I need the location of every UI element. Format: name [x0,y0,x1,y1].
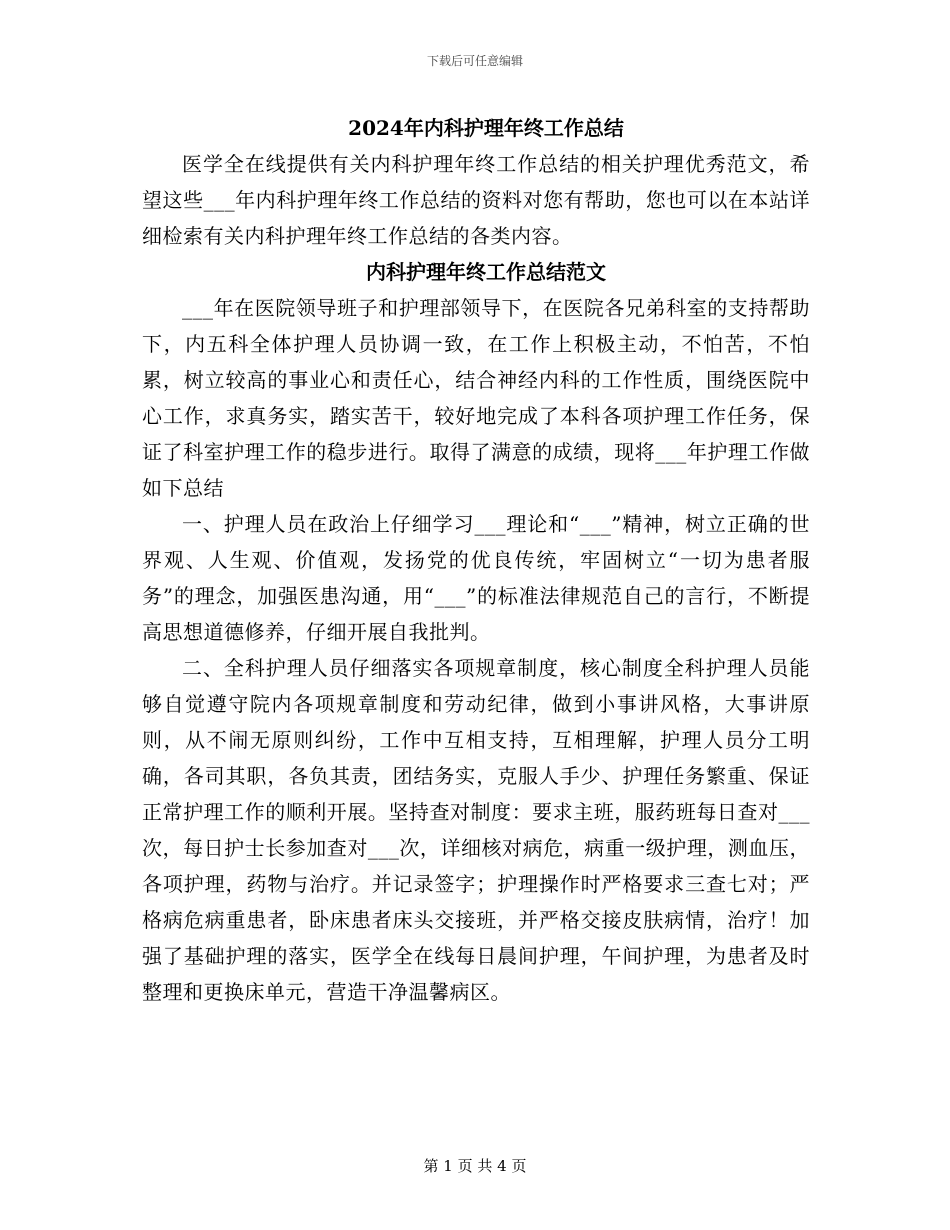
section-title: 内科护理年终工作总结范文 [366,260,606,284]
body-paragraph-1: ___年在医院领导班子和护理部领导下，在医院各兄弟科室的支持帮助下，内五科全体护理人员协调一致，在工作上积极主动，不怕苦，不怕累，树立较高的事业心和责任心，结合神经内科的工作性质，围绕医院中心工作，求真务实，踏实苦干，较好地完成了本科各项护理工作任务，保证了科室护理工作的稳步进行。取得了满意的成绩，现将___年护理工作做如下总结 [142,296,810,500]
body-paragraph-3: 二、全科护理人员仔细落实各项规章制度，核心制度全科护理人员能够自觉遵守院内各项规章制度和劳动纪律，做到小事讲风格，大事讲原则，从不闹无原则纠纷，工作中互相支持，互相理解，护理人员分工明确，各司其职，各负其责，团结务实，克服人手少、护理任务繁重、保证正常护理工作的顺利开展。坚持查对制度：要求主班，服药班每日查对___次，每日护士长参加查对___次，详细核对病危，病重一级护理，测血压，各项护理，药物与治疗。并记录签字；护理操作时严格要求三查七对；严格病危病重患者，卧床患者床头交接班，并严格交接皮肤病情，治疗！加强了基础护理的落实，医学全在线每日晨间护理，午间护理，为患者及时整理和更换床单元，营造干净温馨病区。 [142,656,810,1004]
body-paragraph-2: 一、护理人员在政治上仔细学习___理论和“___”精神，树立正确的世界观、人生观、价值观，发扬党的优良传统，牢固树立“一切为患者服务”的理念，加强医患沟通，用“___”的标准法律规范自己的言行，不断提高思想道德修养，仔细开展自我批判。 [142,512,810,644]
header-note: 下载后可任意编辑 [426,54,523,68]
document-body [142,110,810,1010]
intro-paragraph: 医学全在线提供有关内科护理年终工作总结的相关护理优秀范文，希望这些___年内科护理年终工作总结的资料对您有帮助，您也可以在本站详细检索有关内科护理年终工作总结的各类内容。 [142,152,810,248]
document-title: 2024年内科护理年终工作总结 [348,116,624,140]
page-number: 第 1 页 共 4 页 [423,1157,527,1175]
